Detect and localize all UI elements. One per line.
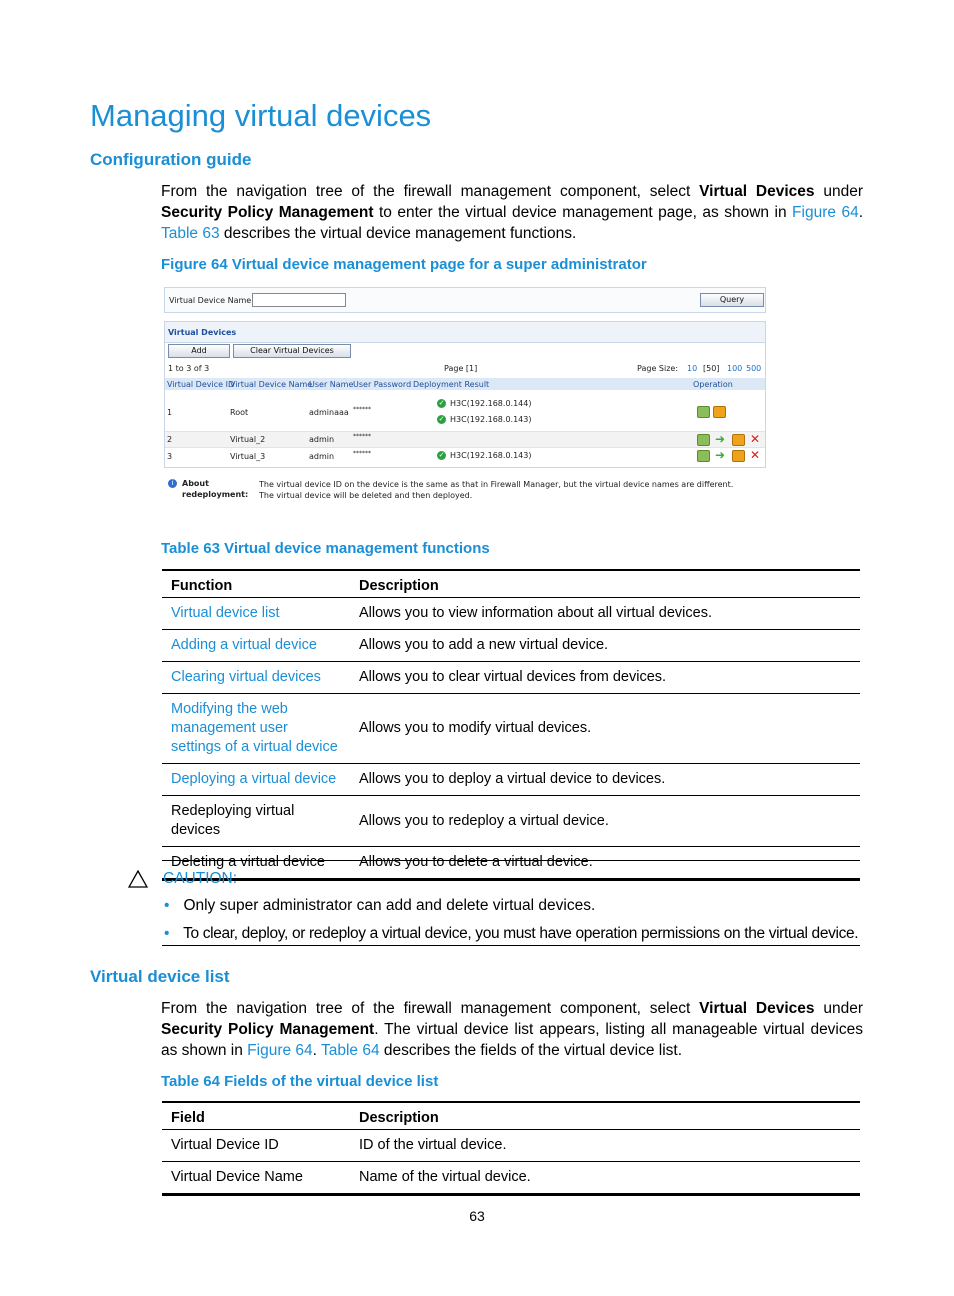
table-header-description: Description	[350, 1102, 860, 1130]
virtual-device-screenshot	[164, 286, 766, 506]
success-icon: ✓	[438, 451, 445, 459]
page-number: 63	[469, 1208, 485, 1224]
row-user: admin	[309, 452, 335, 461]
row-id: 1	[167, 408, 173, 417]
section-heading-virtual-device-list: Virtual device list	[90, 967, 230, 986]
row-password: ******	[353, 450, 371, 457]
description-cell: Name of the virtual device.	[350, 1162, 860, 1195]
caution-item: • Only super administrator can add and delete virtual devices.	[164, 897, 596, 914]
description-cell: Allows you to add a new virtual device.	[350, 630, 860, 662]
redeploy-icon[interactable]	[713, 406, 726, 418]
note-label: About	[182, 479, 209, 488]
deploy-arrow-icon[interactable]: ➜	[715, 448, 726, 462]
table-header-description: Description	[350, 570, 860, 598]
virtual-device-list-paragraph: From the navigation tree of the firewall management component, select Virtual Devices under Security Policy Management. The virtual device list appears, listing all manageable virtual devices as shown in Figure 64. Table 64 describes the fields of the virtual device list.	[161, 1000, 863, 1059]
range-text: 1 to 3 of 3	[168, 364, 210, 373]
page-indicator: Page [1]	[444, 364, 478, 373]
query-bar	[164, 287, 766, 313]
col-deployment-result: Deployment Result	[413, 380, 490, 389]
redeploy-icon[interactable]	[732, 434, 745, 446]
row-user: admin	[309, 435, 335, 444]
function-cell: Redeploying virtual devices	[162, 796, 350, 847]
panel-header	[165, 322, 765, 343]
page-size-50[interactable]: [50]	[703, 364, 720, 373]
function-link[interactable]: Adding a virtual device	[162, 630, 350, 662]
deploy-arrow-icon[interactable]: ➜	[715, 432, 726, 446]
row-name: Virtual_2	[230, 435, 266, 444]
row-name: Virtual_3	[230, 452, 266, 461]
caution-label: CAUTION:	[163, 870, 238, 887]
table-63	[162, 569, 860, 881]
table-row	[162, 1162, 860, 1195]
deploy-result: ✓ H3C(192.168.0.144)	[438, 399, 532, 408]
description-cell: Allows you to modify virtual devices.	[350, 694, 860, 764]
section-heading-configuration-guide: Configuration guide	[90, 150, 252, 169]
description-cell: Allows you to view information about all virtual devices.	[350, 598, 860, 630]
table-row	[165, 432, 765, 447]
table-63-link[interactable]: Table 63	[161, 225, 220, 242]
success-icon: ✓	[438, 415, 445, 423]
description-cell: ID of the virtual device.	[350, 1130, 860, 1162]
virtual-devices-panel	[164, 321, 766, 468]
delete-icon[interactable]: ✕	[750, 432, 761, 446]
add-button[interactable]: Add	[168, 344, 230, 358]
table-row	[162, 694, 860, 764]
table-63-caption: Table 63 Virtual device management functions	[161, 540, 490, 557]
field-cell: Virtual Device ID	[162, 1130, 350, 1162]
edit-icon[interactable]	[697, 406, 710, 418]
function-link[interactable]: Virtual device list	[162, 598, 350, 630]
table-header-function: Function	[162, 570, 350, 598]
redeploy-icon[interactable]	[732, 450, 745, 462]
row-password: ******	[353, 433, 371, 440]
deploy-result: ✓ H3C(192.168.0.143)	[438, 451, 532, 460]
table-row	[162, 662, 860, 694]
caution-item: • To clear, deploy, or redeploy a virtual device, you must have operation permissions on the virtual device.	[164, 925, 859, 942]
delete-icon[interactable]: ✕	[750, 448, 761, 462]
column-header-row	[165, 378, 765, 390]
row-password: ******	[353, 406, 371, 413]
page-title: Managing virtual devices	[90, 98, 432, 133]
figure-64-link[interactable]: Figure 64	[247, 1042, 313, 1059]
page-size-label: Page Size:	[637, 364, 679, 373]
panel-title: Virtual Devices	[168, 328, 237, 337]
page-size-10[interactable]: 10	[687, 364, 698, 373]
figure-64-link[interactable]: Figure 64	[792, 204, 859, 221]
description-cell: Allows you to deploy a virtual device to devices.	[350, 764, 860, 796]
table-row	[162, 847, 860, 880]
field-cell: Virtual Device Name	[162, 1162, 350, 1195]
table-64	[162, 1101, 860, 1196]
table-row	[162, 1130, 860, 1162]
deploy-result: ✓ H3C(192.168.0.143)	[438, 415, 532, 424]
info-icon: i	[168, 479, 177, 488]
virtual-device-name-input[interactable]	[252, 293, 346, 307]
figure-caption: Figure 64 Virtual device management page for a super administrator	[161, 256, 647, 273]
query-button[interactable]: Query	[700, 293, 764, 307]
col-operation: Operation	[693, 380, 733, 389]
edit-icon[interactable]	[697, 434, 710, 446]
bullet-icon: •	[164, 897, 170, 914]
col-user-name: User Name	[309, 380, 354, 389]
success-icon: ✓	[438, 399, 445, 407]
query-label: Virtual Device Name	[169, 296, 252, 305]
row-user: adminaaa	[309, 408, 349, 417]
description-cell: Allows you to redeploy a virtual device.	[350, 796, 860, 847]
function-link[interactable]: Modifying the web management user settings of a virtual device	[162, 694, 350, 764]
note-label: redeployment:	[182, 490, 249, 499]
table-row	[162, 796, 860, 847]
caution-bottom-rule	[162, 945, 860, 946]
table-row	[162, 598, 860, 630]
col-virtual-device-name: Virtual Device Name	[230, 380, 313, 389]
function-cell: Deleting a virtual device	[162, 847, 350, 880]
table-row	[162, 630, 860, 662]
page-size-500[interactable]: 500	[746, 364, 762, 373]
col-user-password: User Password	[353, 380, 412, 389]
caution-top-rule	[162, 860, 860, 861]
bullet-icon: •	[164, 925, 170, 942]
table-row	[162, 764, 860, 796]
intro-paragraph: From the navigation tree of the firewall management component, select Virtual Devices under Security Policy Management to enter the virtual device management page, as shown in Figure 64. Table 63 describes the virtual device management functions.	[161, 183, 863, 242]
clear-virtual-devices-button[interactable]: Clear Virtual Devices	[233, 344, 351, 358]
function-link[interactable]: Clearing virtual devices	[162, 662, 350, 694]
note-text: The virtual device ID on the device is the same as that in Firewall Manager, but the virtual device names are different. The virtual device will be deleted and then deployed.	[259, 480, 734, 500]
warning-triangle-icon	[128, 870, 148, 888]
row-id: 2	[167, 435, 173, 444]
table-64-link[interactable]: Table 64	[321, 1042, 380, 1059]
row-name: Root	[230, 408, 249, 417]
function-link[interactable]: Deploying a virtual device	[162, 764, 350, 796]
edit-icon[interactable]	[697, 450, 710, 462]
row-id: 3	[167, 452, 173, 461]
description-cell: Allows you to clear virtual devices from devices.	[350, 662, 860, 694]
page-size-100[interactable]: 100	[727, 364, 743, 373]
col-virtual-device-id: Virtual Device ID	[167, 380, 235, 389]
description-cell: Allows you to delete a virtual device.	[350, 847, 860, 880]
table-header-field: Field	[162, 1102, 350, 1130]
table-64-caption: Table 64 Fields of the virtual device list	[161, 1073, 439, 1090]
